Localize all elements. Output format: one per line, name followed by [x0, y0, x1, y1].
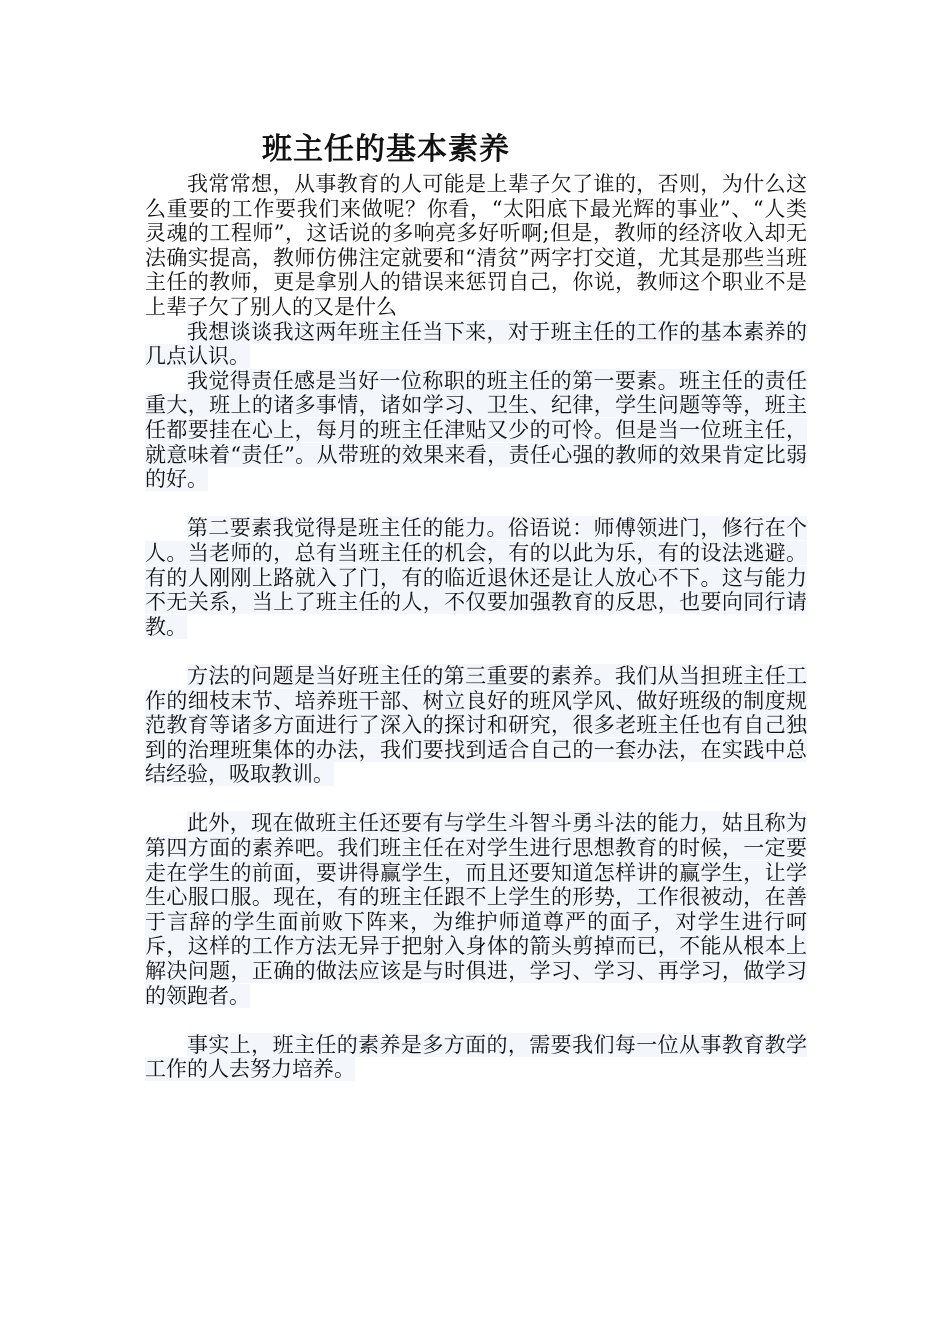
paragraph-7-text: 事实上，班主任的素养是多方面的，需要我们每一位从事教育教学工作的人去努力培养。 [145, 1032, 807, 1082]
paragraph-4-text: 第二要素我觉得是班主任的能力。俗语说：师傅领进门，修行在个人。当老师的，总有当班主任的机会，有的以此为乐，有的设法逃避。有的人刚刚上路就入了门，有的临近退休还是让人放心不下。这与能力不无关系，当上了班主任的人，不仅要加强教育的反思，也要向同行请教。 [145, 516, 807, 639]
document-body [145, 172, 807, 1082]
paragraph-4 [145, 516, 807, 639]
paragraph-1-text: 我常常想，从事教育的人可能是上辈子欠了谁的，否则，为什么这么重要的工作要我们来做呢？你看，“太阳底下最光辉的事业”、“人类灵魂的工程师”，这话说的多响亮多好听啊;但是，教师的经济收入却无法确实提高，教师仿佛注定就要和“清贫”两字打交道，尤其是那些当班主任的教师，更是拿别人的错误来惩罚自己，你说，教师这个职业不是上辈子欠了别人的又是什么 [145, 172, 807, 319]
paragraph-gap [145, 639, 807, 664]
paragraph-5-text: 方法的问题是当好班主任的第三重要的素养。我们从当担班主任工作的细枝末节、培养班干部、树立良好的班风学风、做好班级的制度规范教育等诸多方面进行了深入的探讨和研究，很多老班主任也有自己独到的治理班集体的办法，我们要找到适合自己的一套办法，在实践中总结经验，吸取教训。 [145, 663, 807, 787]
paragraph-6 [145, 811, 807, 1008]
paragraph-6-text: 此外，现在做班主任还要有与学生斗智斗勇斗法的能力，姑且称为第四方面的素养吧。我们班主任在对学生进行思想教育的时候，一定要走在学生的前面，要讲得赢学生，而且还要知道怎样讲的赢学生，让学生心服口服。现在，有的班主任跟不上学生的形势，工作很被动，在善于言辞的学生面前败下阵来，为维护师道尊严的面子，对学生进行呵斥，这样的工作方法无异于把射入身体的箭头剪掉而已，不能从根本上解决问题，正确的做法应该是与时俱进，学习、学习、再学习，做学习的领跑者。 [145, 811, 807, 1008]
paragraph-gap [145, 787, 807, 812]
paragraph-5 [145, 664, 807, 787]
paragraph-7 [145, 1033, 807, 1082]
paragraph-3-text: 我觉得责任感是当好一位称职的班主任的第一要素。班主任的责任重大，班上的诸多事情，诸如学习、卫生、纪律，学生问题等等，班主任都要挂在心上，每月的班主任津贴又少的可怜。但是当一位班主任，就意味着“责任”。从带班的效果来看，责任心强的教师的效果肯定比弱的好。 [145, 368, 807, 492]
paragraph-2 [145, 320, 807, 369]
paragraph-1 [145, 172, 807, 320]
document-title: 班主任的基本素养 [262, 132, 510, 167]
paragraph-gap [145, 1008, 807, 1033]
paragraph-gap [145, 492, 807, 517]
paragraph-3 [145, 369, 807, 492]
paragraph-2-text: 我想谈谈我这两年班主任当下来，对于班主任的工作的基本素养的几点认识。 [145, 319, 807, 369]
